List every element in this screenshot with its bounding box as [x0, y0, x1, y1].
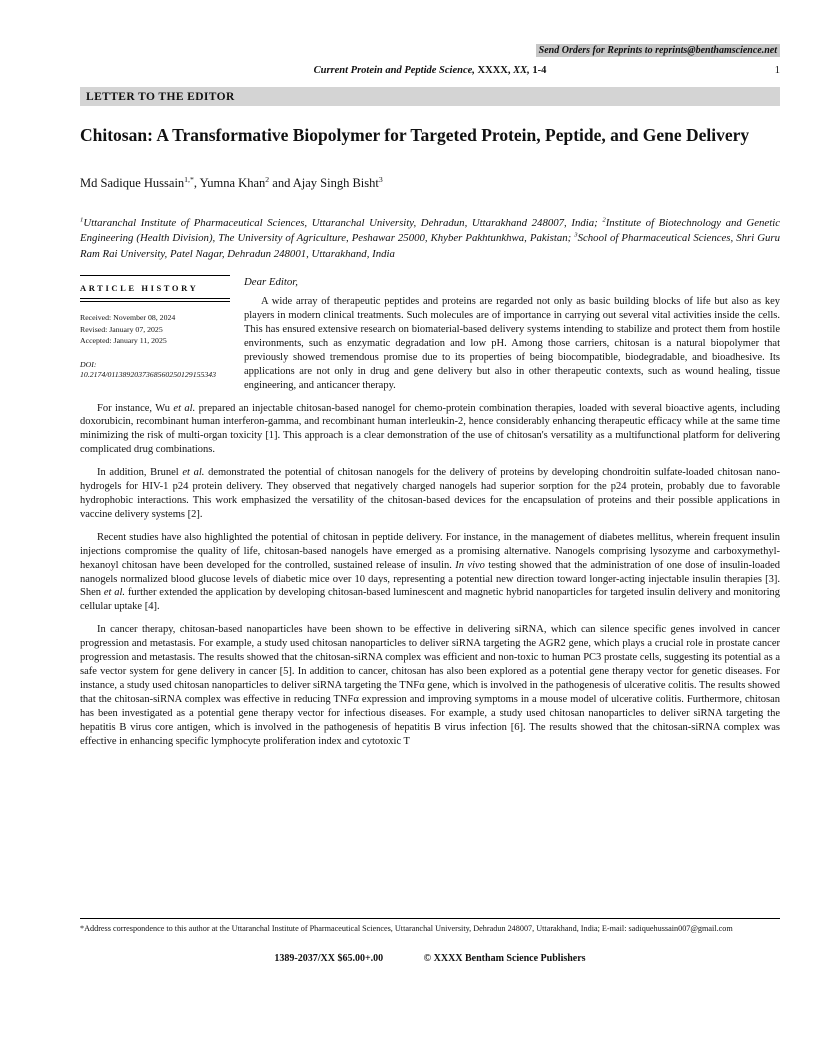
body-paragraph: Recent studies have also highlighted the potential of chitosan in peptide delivery. For instance, in the management of diabetes mellitus, wherein frequent insulin injections compromise the quality of life, chitosan-based nanogels have emerged as a promising alternative. Nanogels comprising lysozyme and carboxymethyl-hexanoyl chitosan have been developed for the controlled, sustained release of insulin. In vivo testing showed that the administration of one dose of insulin-loaded nanogels normalized blood glucose levels of diabetic mice over 10 days, representing a potential new direction toward longer-acting injectable insulin therapies [3]. Shen et al. further extended the application by developing chitosan-based luminescent and magnetic hybrid nanoparticles for targeted insulin delivery and monitoring cellular uptake [4]. [80, 531, 781, 613]
publisher-line [80, 953, 780, 964]
revised-date: Revised: January 07, 2025 [80, 324, 163, 334]
body-paragraph: In cancer therapy, chitosan-based nanoparticles have been shown to be effective in delivering siRNA, which can silence specific genes involved in cancer progression and metastasis. For example, a study used chitosan nanoparticles to deliver siRNA targeting the AGR2 gene, which plays a crucial role in prostate cancer progression and metastasis. The results showed that the chitosan-siRNA complex was efficient and non-toxic to human PC3 prostate cells, suggesting its potential as a safe vector system for gene delivery in cancer [5]. In addition to cancer, chitosan has also been explored as a potential gene therapy vector for genetic diseases. For instance, a study used chitosan nanoparticles to deliver siRNA targeting the TNFα gene, which is involved in the pathogenesis of ulcerative colitis. The results showed that the chitosan-siRNA complex was effective in reducing TNFα expression and improving symptoms in a mouse model of ulcerative colitis. Furthermore, chitosan has been investigated as a potential gene therapy vector for infectious diseases. For example, a study used chitosan nanoparticles to deliver siRNA targeting the hepatitis B virus core antigen, which is involved in the pathogenesis of hepatitis B virus infection [6]. The results showed that the chitosan-siRNA complex was effective in enhancing specific lymphocyte proliferation index and cytotoxic T [80, 624, 780, 747]
page-content [80, 0, 780, 757]
salutation: Dear Editor, [244, 276, 298, 289]
body-paragraph: A wide array of therapeutic peptides and proteins are regarded not only as basic building blocks of life but also as key players in modern clinical treatments. Such molecules are of importance in carrying out several vital activities inside the cells. This has ensured extensive research on biomaterial-based delivery systems intending to stabilize and protect them from hostile environments, such as enzymatic degradation and low pH. Among those carriers, chitosan is a natural biopolymer that previously showed tremendous promise due to its properties of being biocompatible, biodegradable, and bioadhesive. Its applications are not only in drug and gene delivery but also in other therapeutic contexts, such as wound healing, tissue engineering, and anticancer therapy. [244, 296, 780, 391]
section-banner: LETTER TO THE EDITOR [80, 87, 780, 106]
body-paragraph: In addition, Brunel et al. demonstrated the potential of chitosan nanogels for the delivery of proteins by developing chondroitin sulfate-loaded chitosan nano-hydrogels for HIV-1 p24 protein delivery. They observed that negatively charged nanogels had superior sorption for the p24 protein, probably due to favorable hydrophobic interactions. This work emphasized the versatility of the chitosan-based devices for the encapsulation of proteins and their possible applications in vaccine delivery systems [2]. [80, 467, 780, 520]
received-date: Received: November 08, 2024 [80, 313, 176, 323]
article-title: Chitosan: A Transformative Biopolymer for Targeted Protein, Peptide, and Gene Delivery [80, 125, 750, 145]
body-paragraphs [80, 402, 780, 749]
doi-block [80, 360, 230, 381]
accepted-date: Accepted: January 11, 2025 [80, 336, 167, 346]
footnote-divider [80, 918, 780, 919]
double-divider [80, 298, 230, 302]
journal-citation: Current Protein and Peptide Science, XXXX, XX, 1-4 [313, 65, 547, 76]
divider [80, 275, 230, 276]
author-line: Md Sadique Hussain$^{1,*}$, Yumna Khan$^2$ and Ajay Singh Bisht$^3$ [80, 174, 383, 190]
page-number: 1 [774, 65, 780, 76]
correspondence-note: *Address correspondence to this author at the Uttaranchal Institute of Pharmaceutical Sciences, Uttaranchal University, Dehradun 248007, Uttarakhand, India; E-mail: sadiquehussain007@gmail.com [80, 924, 733, 933]
issn-price: 1389-2037/XX $65.00+.00 [274, 952, 384, 964]
page-footer [80, 918, 780, 964]
intro-section [80, 275, 780, 392]
body-paragraph: For instance, Wu et al. prepared an injectable chitosan-based nanogel for chemo-protein combination therapies, loaded with several bioactive agents, including doxorubicin, recombinant human interferon-gamma, and recombinant human interleukin-2, hence considerably enhancing therapeutic efficacy while at the same time minimizing the risk of multi-organ toxicity [1]. This approach is a clear demonstration of the use of chitosan's versatility as a multifunctional platform for delivering complicated drug combinations. [80, 402, 781, 456]
affiliations: $^1$Uttaranchal Institute of Pharmaceutical Sciences, Uttaranchal University, Dehradun, Uttarakhand 248007, India; $^2$Institute of Biotechnology and Genetic Engineering (Health Division), The University of Agriculture, Peshawar 25000, Khyber Pakhtunkhwa, Pakistan; $^3$School of Pharmaceutical Sciences, Shri Guru Ram Rai University, Patel Nagar, Dehradun 248001, Uttarakhand, India [80, 216, 780, 260]
article-history-heading: ARTICLE HISTORY [80, 283, 199, 294]
article-history-panel [80, 275, 230, 399]
copyright-notice: © XXXX Bentham Science Publishers [423, 952, 586, 964]
doi-label: DOI: [80, 359, 97, 369]
journal-citation-row [80, 64, 780, 77]
doi-value: 10.2174/0113892037368560250129155343 [80, 370, 217, 380]
reprint-notice-row [80, 44, 780, 57]
reprint-notice: Send Orders for Reprints to reprints@benthamscience.net [536, 44, 780, 57]
